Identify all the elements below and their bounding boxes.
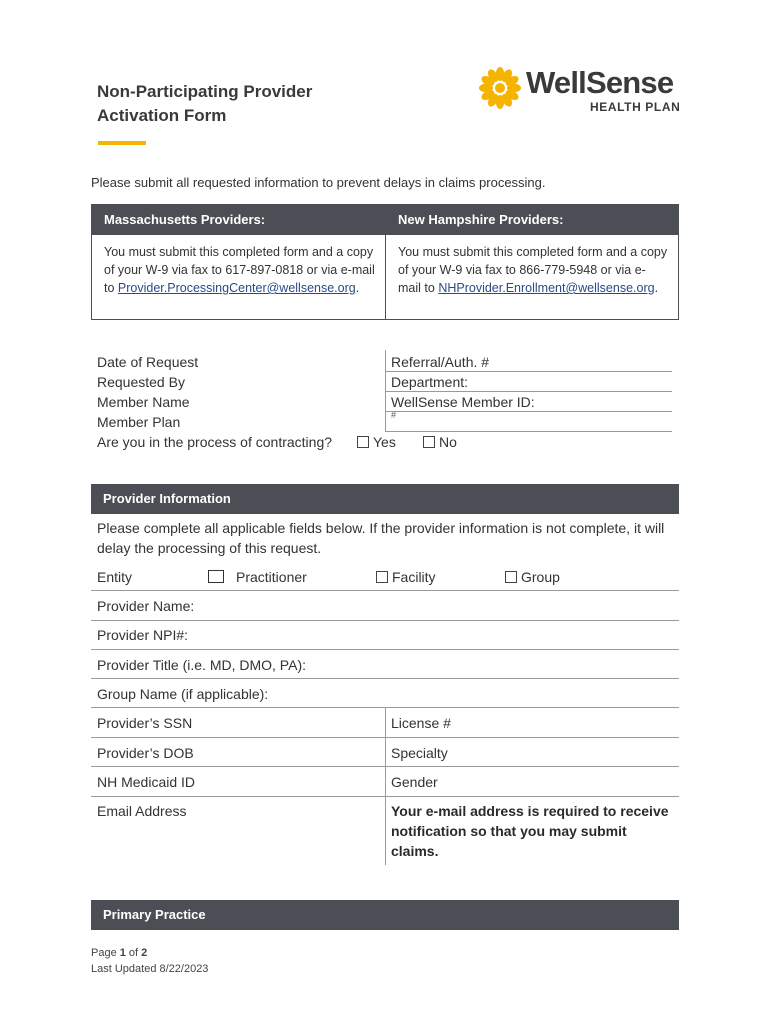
group-name-field[interactable]: Group Name (if applicable): [97, 686, 269, 702]
provider-name-field[interactable]: Provider Name: [97, 598, 195, 614]
page-of: of [125, 947, 142, 959]
group-checkbox[interactable] [505, 571, 517, 583]
form-title-line1: Non-Participating Provider [97, 82, 313, 101]
divider [91, 796, 679, 797]
nh-text: You must submit this completed form and a copy of your W-9 via fax to 866-779-5948 or via e-mail to [398, 245, 668, 295]
form-title-line2: Activation Form [97, 106, 227, 125]
ma-text: You must submit this completed form and a copy of your W-9 via fax to 617-897-0818 or via e-mail to [104, 245, 375, 295]
yes-checkbox[interactable] [357, 436, 369, 448]
member-name-field[interactable]: Member Name [97, 394, 190, 410]
practitioner-checkbox[interactable] [208, 570, 224, 583]
gender-field[interactable]: Gender [391, 774, 438, 790]
ma-header: Massachusetts Providers: [92, 205, 385, 235]
ma-email-link[interactable]: Provider.ProcessingCenter@wellsense.org [117, 281, 356, 295]
medicaid-id-field[interactable]: NH Medicaid ID [97, 774, 196, 790]
logo-subtitle: HEALTH PLAN [590, 100, 681, 114]
title-accent-bar [98, 141, 146, 145]
group-label: Group [521, 569, 560, 585]
provider-title-field[interactable]: Provider Title (i.e. MD, DMO, PA): [97, 657, 306, 673]
member-plan-field[interactable]: Member Plan [97, 414, 181, 430]
contracting-no-option[interactable] [423, 432, 457, 452]
logo-name: WellSense [526, 65, 674, 100]
practitioner-label: Practitioner [236, 569, 307, 585]
divider [385, 411, 672, 412]
no-label: No [439, 434, 457, 450]
submission-table [91, 204, 679, 320]
provider-info-header: Provider Information [91, 484, 679, 514]
sunflower-icon [478, 66, 522, 110]
facility-label: Facility [392, 569, 436, 585]
specialty-field[interactable]: Specialty [391, 745, 448, 761]
page-prefix: Page [91, 947, 120, 959]
dob-field[interactable]: Provider’s DOB [97, 745, 194, 761]
provider-divider [385, 707, 386, 865]
divider [91, 766, 679, 767]
facility-checkbox[interactable] [376, 571, 388, 583]
divider [91, 620, 679, 621]
entity-option-practitioner[interactable] [208, 567, 307, 587]
date-of-request-field[interactable]: Date of Request [97, 354, 199, 370]
divider [91, 590, 679, 591]
entity-option-group[interactable] [505, 567, 560, 587]
email-field[interactable]: Email Address [97, 803, 187, 819]
entity-option-facility[interactable] [376, 567, 436, 587]
ssn-field[interactable]: Provider’s SSN [97, 715, 193, 731]
divider [91, 649, 679, 650]
referral-auth-field[interactable]: Referral/Auth. # [391, 354, 490, 370]
requested-by-field[interactable]: Requested By [97, 374, 185, 390]
department-field[interactable]: Department: [391, 374, 469, 390]
license-field[interactable]: License # [391, 715, 451, 731]
primary-practice-header: Primary Practice [91, 900, 679, 930]
contracting-question: Are you in the process of contracting? [97, 434, 333, 450]
entity-label: Entity [97, 569, 133, 585]
yes-label: Yes [373, 434, 396, 450]
no-checkbox[interactable] [423, 436, 435, 448]
member-id-field[interactable]: WellSense Member ID: [391, 394, 535, 410]
email-required-note: Your e-mail address is required to receive notification so that you may submit claims. [391, 803, 669, 859]
contracting-yes-option[interactable] [357, 432, 396, 452]
nh-header: New Hampshire Providers: [386, 205, 678, 235]
page-current: 1 [119, 947, 126, 959]
nh-period: . [654, 281, 659, 295]
last-updated: Last Updated 8/22/2023 [91, 963, 209, 975]
provider-npi-field[interactable]: Provider NPI#: [97, 627, 189, 643]
divider [91, 678, 679, 679]
page-total: 2 [141, 947, 148, 959]
ma-instructions [92, 235, 385, 319]
nh-email-link[interactable]: NHProvider.Enrollment@wellsense.org [438, 281, 655, 295]
provider-info-instructions: Please complete all applicable fields below. If the provider information is not complete, it will delay the processing of this request. [97, 520, 665, 556]
nh-instructions [386, 235, 678, 319]
page-number [91, 947, 147, 959]
intro-text: Please submit all requested information to prevent delays in claims processing. [91, 175, 546, 190]
ma-period: . [355, 281, 360, 295]
member-id-hash: # [391, 410, 397, 420]
divider [91, 737, 679, 738]
form-title [97, 80, 312, 128]
